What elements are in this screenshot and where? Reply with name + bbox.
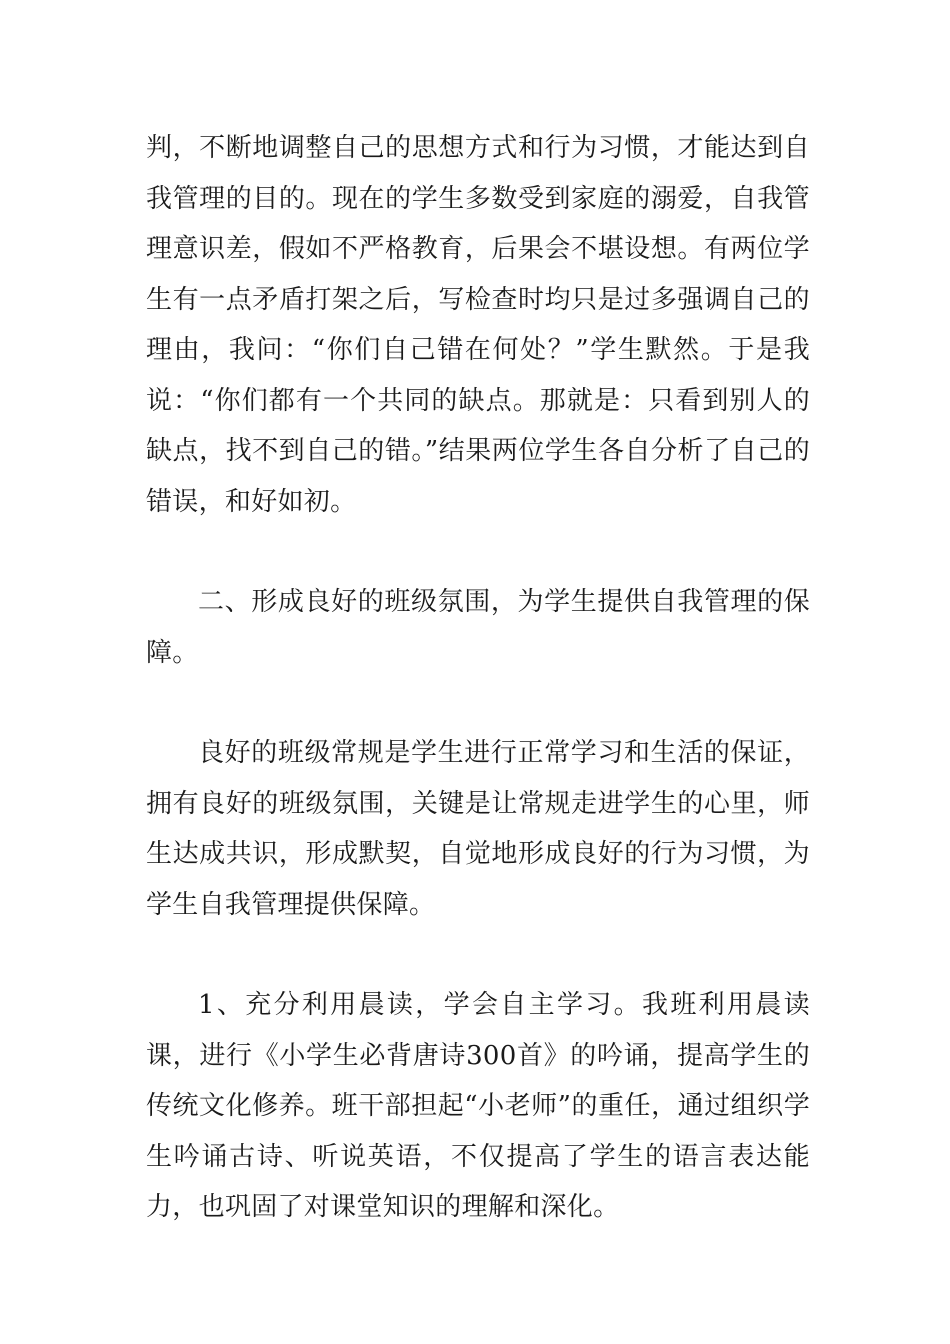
document-body [146,123,810,1233]
paragraph-continued: 判，不断地调整自己的思想方式和行为习惯，才能达到自我管理的目的。现在的学生多数受到家庭的溺爱，自我管理意识差，假如不严格教育，后果会不堪设想。有两位学生有一点矛盾打架之后，写检查时均只是过多强调自己的理由，我问：“你们自己错在何处？”学生默然。于是我说：“你们都有一个共同的缺点。那就是：只看到别人的缺点，找不到自己的错。”结果两位学生各自分析了自己的错误，和好如初。 [146,133,810,517]
paragraph-morning-reading: 1、充分利用晨读，学会自主学习。我班利用晨读课，进行《小学生必背唐诗300首》的吟诵，提高学生的传统文化修养。班干部担起“小老师”的重任，通过组织学生吟诵古诗、听说英语，不仅提高了学生的语言表达能力，也巩固了对课堂知识的理解和深化。 [146,990,810,1222]
paragraph-class-routine: 良好的班级常规是学生进行正常学习和生活的保证，拥有良好的班级氛围，关键是让常规走进学生的心里，师生达成共识，形成默契，自觉地形成良好的行为习惯，为学生自我管理提供保障。 [146,738,810,920]
section-heading-2: 二、形成良好的班级氛围，为学生提供自我管理的保障。 [146,587,810,668]
